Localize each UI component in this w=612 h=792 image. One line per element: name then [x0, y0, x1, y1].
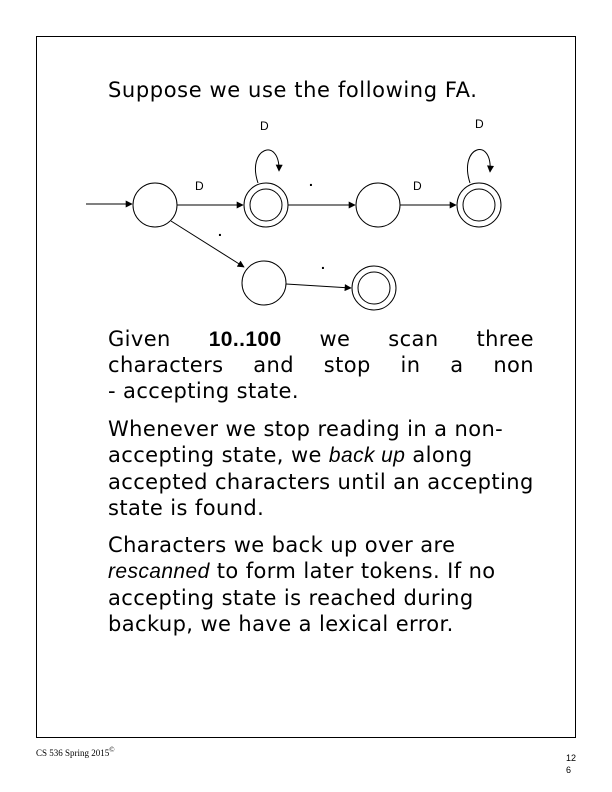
self-loop-integer	[255, 150, 279, 183]
state-lower-accepting	[352, 266, 396, 310]
footer-course	[36, 746, 115, 758]
label-edge-dot-real: D	[413, 179, 422, 193]
state-integer-accepting	[244, 183, 288, 227]
paragraph-line	[108, 326, 534, 352]
text-segment: Characters we back up over are	[108, 533, 456, 557]
paragraph-rescanned	[108, 532, 534, 637]
label-loop-integer: D	[260, 119, 269, 133]
page-number-bottom: 6	[566, 765, 572, 775]
text-segment: Whenever we stop reading in a non- accepting state, we	[108, 417, 504, 467]
label-edge-start-lower: .	[218, 223, 222, 239]
paragraph-scan-example	[108, 326, 534, 404]
emphasis-rescanned: rescanned	[108, 560, 210, 583]
label-edge-lower: .	[321, 256, 325, 272]
paragraph-line: - accepting state.	[108, 379, 299, 403]
state-real-accepting	[457, 183, 501, 227]
self-loop-real	[467, 150, 490, 183]
state-lower-dot	[242, 261, 286, 305]
text-segment: along accepted characters until an accepting state is found.	[108, 443, 534, 520]
edge-lower-dot-to-lower-accepting	[286, 284, 351, 288]
copyright-mark: ©	[109, 746, 115, 754]
course-label: CS 536 Spring 2015	[36, 748, 110, 758]
text-given: Given	[108, 327, 209, 351]
state-start	[133, 183, 177, 227]
example-input: 10..100	[208, 328, 282, 351]
label-edge-start-integer: D	[195, 179, 204, 193]
text-scan: we scan three	[281, 327, 534, 351]
slide-title: Suppose we use the following FA.	[108, 78, 478, 102]
page-number	[566, 752, 576, 776]
state-dot	[356, 183, 400, 227]
edge-start-to-lower-dot	[171, 221, 244, 267]
text-segment: to form later tokens. If no accepting state is reached during backup, we have a lexical error.	[108, 559, 496, 636]
label-loop-real: D	[475, 117, 484, 131]
paragraph-line: characters and stop in a non	[108, 353, 534, 377]
paragraph-back-up	[108, 416, 534, 521]
page-number-top: 12	[566, 753, 577, 763]
emphasis-back-up: back up	[328, 444, 406, 467]
label-edge-integer-dot: .	[309, 173, 313, 189]
